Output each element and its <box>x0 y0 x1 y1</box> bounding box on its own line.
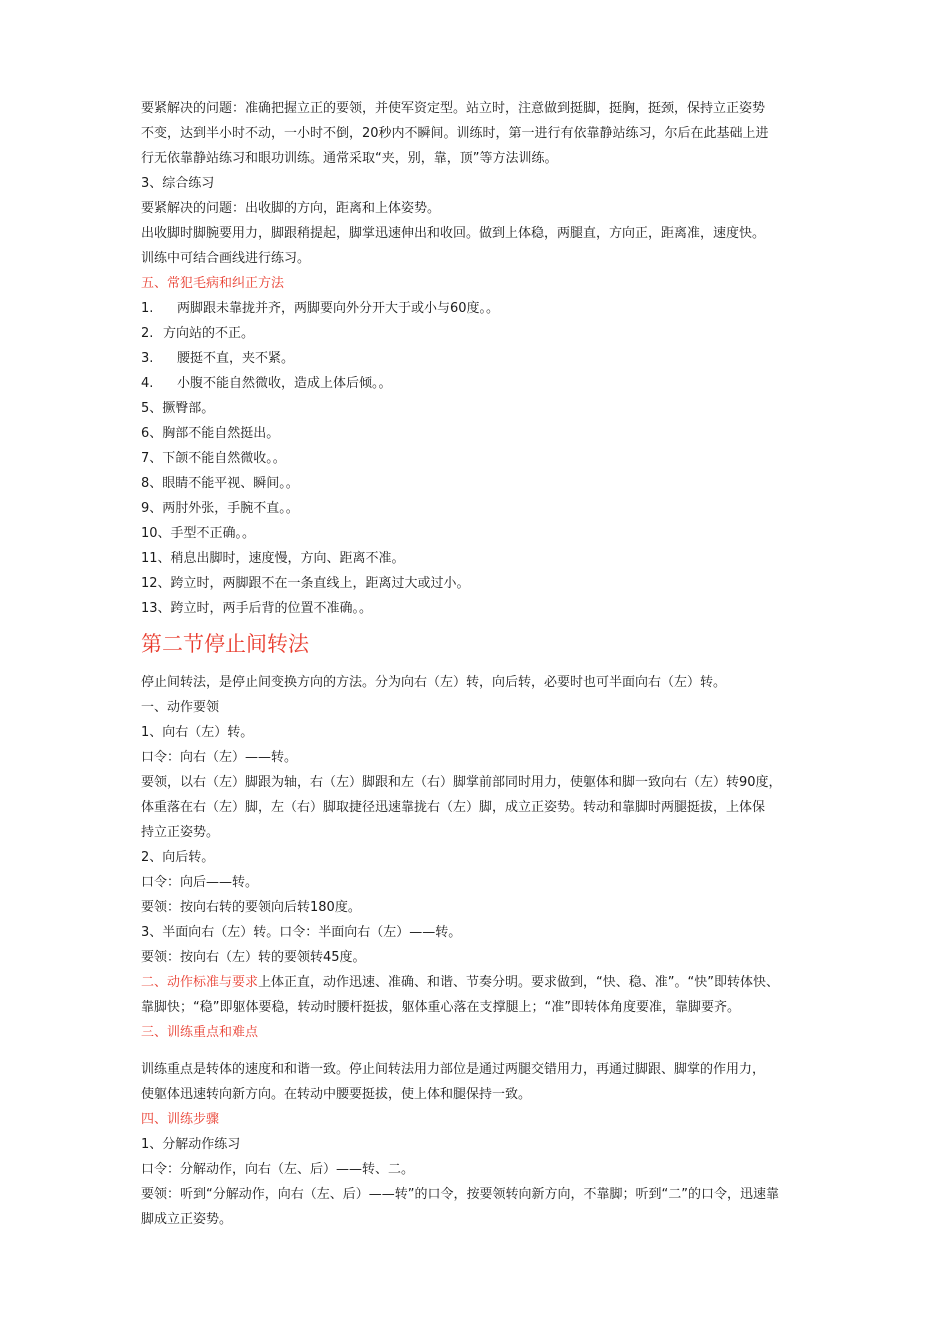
fault-item: 6、胸部不能自然挺出。 <box>141 426 280 441</box>
fault-item: 7、下颌不能自然微收。。 <box>141 451 286 466</box>
fault-text: 腰挺不直，夹不紧。 <box>177 351 295 366</box>
fault-text: 方向站的不正。 <box>163 326 255 341</box>
fault-item: 12、跨立时，两脚跟不在一条直线上，距离过大或过小。 <box>141 576 470 591</box>
body-line: 1、向右（左）转。 <box>141 725 254 740</box>
body-line: 持立正姿势。 <box>141 825 220 840</box>
body-line: 出收脚时脚腕要用力，脚跟稍提起，脚掌迅速伸出和收回。做到上体稳，两腿直，方向正，距离准，速度快。 <box>141 226 766 241</box>
chapter-title: 第二节停止间转法 <box>141 632 309 656</box>
section-heading-training-steps: 四、训练步骤 <box>141 1112 220 1127</box>
spacer <box>141 1045 831 1057</box>
body-line: 要领，以右（左）脚跟为轴，右（左）脚跟和左（右）脚掌前部同时用力，使躯体和脚一致向右（左）转90度， <box>141 775 782 790</box>
fault-text: 小腹不能自然微收，造成上体后倾。。 <box>177 376 392 391</box>
body-line: 脚成立正姿势。 <box>141 1212 233 1227</box>
body-line: 使躯体迅速转向新方向。在转动中腰要挺拔，使上体和腿保持一致。 <box>141 1087 532 1102</box>
body-line: 体重落在右（左）脚，左（右）脚取捷径迅速靠拢右（左）脚，成立正姿势。转动和靠脚时两腿挺拔，上体保 <box>141 800 766 815</box>
body-line: 口令：向右（左）——转。 <box>141 750 298 765</box>
body-line: 要紧解决的问题：准确把握立正的要领，并使军资定型。站立时，注意做到挺脚，挺胸，挺颈，保持立正姿势 <box>141 101 766 116</box>
fault-number: 3. <box>141 351 154 366</box>
section-standards-line <box>141 970 831 995</box>
fault-item: 11、稍息出脚时，速度慢，方向、距离不准。 <box>141 551 405 566</box>
fault-item <box>141 296 831 321</box>
section-heading-key-points: 三、训练重点和难点 <box>141 1025 259 1040</box>
document-page <box>141 96 831 1232</box>
body-line: 行无依靠静站练习和眼功训练。通常采取“夹，别，靠，顶”等方法训练。 <box>141 151 558 166</box>
body-line: 不变，达到半小时不动，一小时不倒，20秒内不瞬间。训练时，第一进行有依靠静站练习，尔后在此基础上进 <box>141 126 769 141</box>
body-line: 要紧解决的问题：出收脚的方向，距离和上体姿势。 <box>141 201 441 216</box>
body-line: 训练中可结合画线进行练习。 <box>141 251 311 266</box>
section-heading-common-faults: 五、常犯毛病和纠正方法 <box>141 276 285 291</box>
body-line: 停止间转法，是停止间变换方向的方法。分为向右（左）转，向后转，必要时也可半面向右（左）转。 <box>141 675 727 690</box>
fault-item <box>141 371 831 396</box>
fault-item <box>141 346 831 371</box>
fault-number: 4. <box>141 376 154 391</box>
subheading-comprehensive-practice: 3、综合练习 <box>141 176 215 191</box>
fault-item: 10、手型不正确。。 <box>141 526 256 541</box>
subheading-action-essentials: 一、动作要领 <box>141 700 220 715</box>
body-line: 训练重点是转体的速度和和谐一致。停止间转法用力部位是通过两腿交错用力，再通过脚跟、脚掌的作用力， <box>141 1062 766 1077</box>
body-line: 口令：向后——转。 <box>141 875 259 890</box>
fault-item: 13、跨立时，两手后背的位置不准确。。 <box>141 601 373 616</box>
fault-item: 8、眼睛不能平视、瞬间。。 <box>141 476 299 491</box>
section-standards-text: 上体正直，动作迅速、准确、和谐、节奏分明。要求做到，“快、稳、准”。“快”即转体快、 <box>258 975 779 990</box>
body-line: 靠脚快；“稳”即躯体要稳，转动时腰杆挺拔，躯体重心落在支撑腿上；“准”即转体角度要准，靠脚要齐。 <box>141 1000 740 1015</box>
fault-item: 9、两肘外张，手腕不直。。 <box>141 501 299 516</box>
body-line: 口令：分解动作，向右（左、后）——转、二。 <box>141 1162 415 1177</box>
fault-item: 5、撅臀部。 <box>141 401 215 416</box>
fault-text: 两脚跟未靠拢并齐，两脚要向外分开大于或小与60度。。 <box>177 301 500 316</box>
body-line: 1、分解动作练习 <box>141 1137 241 1152</box>
fault-number: 2. <box>141 326 154 341</box>
fault-item <box>141 321 831 346</box>
body-line: 要领：听到“分解动作，向右（左、后）——转”的口令，按要领转向新方向，不靠脚；听到“二”的口令，迅速靠 <box>141 1187 779 1202</box>
section-heading-standards: 二、动作标准与要求 <box>141 975 259 990</box>
body-line: 要领：按向右转的要领向后转180度。 <box>141 900 361 915</box>
body-line: 要领：按向右（左）转的要领转45度。 <box>141 950 366 965</box>
fault-number: 1. <box>141 301 154 316</box>
body-line: 3、半面向右（左）转。口令：半面向右（左）——转。 <box>141 925 462 940</box>
body-line: 2、向后转。 <box>141 850 215 865</box>
